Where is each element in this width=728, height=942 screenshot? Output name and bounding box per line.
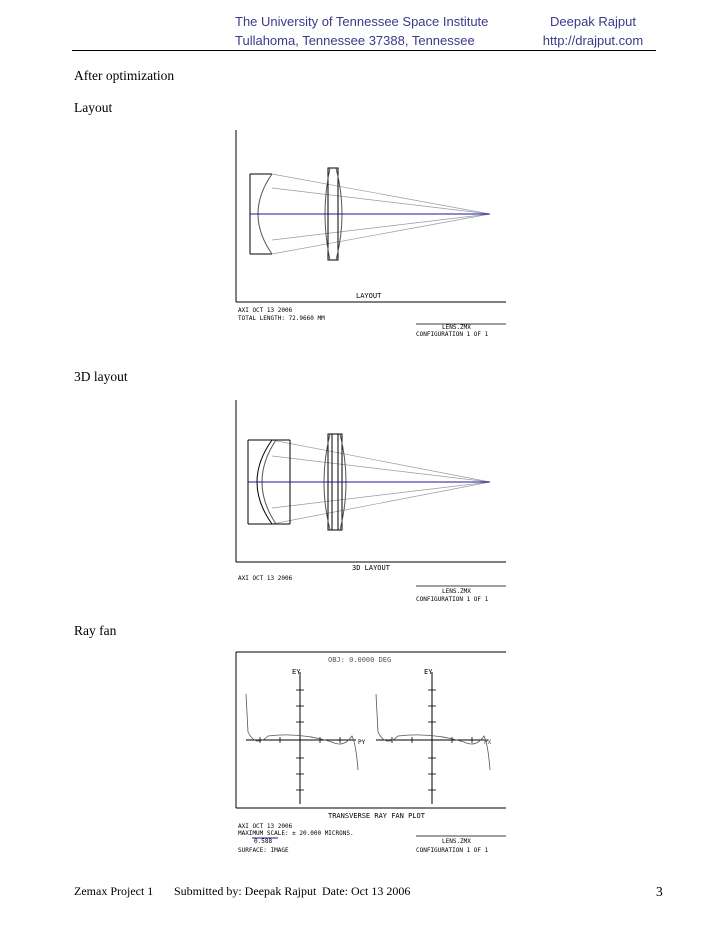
layout-3d-info-line1: AXI OCT 13 2006: [238, 575, 293, 582]
layout-lens-label: LENS.ZMX: [442, 324, 471, 331]
ray-fan-config-label: CONFIGURATION 1 OF 1: [416, 847, 489, 854]
footer-submitted: Submitted by: Deepak Rajput: [174, 884, 317, 898]
ray-fan-right-plot: [376, 668, 492, 804]
layout-info-line1: AXI OCT 13 2006: [238, 307, 293, 314]
heading-after-optimization: After optimization: [74, 68, 175, 83]
ray-fan-left-plot: [246, 668, 366, 804]
header-author-block: [540, 12, 646, 50]
heading-3d-layout: 3D layout: [74, 369, 128, 384]
footer-date: Date: Oct 13 2006: [322, 884, 411, 898]
ray-fan-info-line3: SURFACE: IMAGE: [238, 847, 289, 854]
heading-ray-fan: Ray fan: [74, 623, 117, 638]
layout-title: LAYOUT: [356, 292, 382, 300]
header-address: Tullahoma, Tennessee 37388, Tennessee: [235, 33, 475, 48]
layout-3d-lens-label: LENS.ZMX: [442, 588, 471, 595]
ray-fan-info-line2: MAXIMUM SCALE: ± 20.000 MICRONS.: [238, 830, 354, 837]
header-institution: The University of Tennessee Space Institute: [235, 14, 489, 29]
ray-fan-px-label: PX: [484, 739, 492, 746]
ray-fan-lens-label: LENS.ZMX: [442, 838, 471, 845]
footer-project: Zemax Project 1: [74, 884, 154, 898]
ray-fan-figure: [232, 652, 506, 858]
layout-config-label: CONFIGURATION 1 OF 1: [416, 331, 489, 338]
header-divider: [72, 50, 656, 51]
header-institution-block: [235, 12, 488, 50]
layout-info-line2: TOTAL LENGTH: 72.9660 MM: [238, 315, 325, 322]
header-author: Deepak Rajput: [550, 14, 636, 29]
layout-3d-figure: [232, 400, 506, 608]
layout-3d-title: 3D LAYOUT: [352, 564, 390, 572]
heading-layout: Layout: [74, 100, 113, 115]
ray-fan-py-label: PY: [358, 739, 366, 746]
header-website: http://drajput.com: [542, 33, 644, 48]
layout-figure: [232, 130, 506, 340]
ray-fan-title: TRANSVERSE RAY FAN PLOT: [328, 812, 425, 820]
page-number: 3: [656, 884, 663, 899]
ray-fan-object-label: OBJ: 0.0000 DEG: [328, 656, 392, 664]
ray-fan-ey-left: EY: [292, 668, 301, 676]
ray-fan-wavelength: 0.588: [254, 838, 273, 845]
ray-fan-info-line1: AXI OCT 13 2006: [238, 823, 293, 830]
ray-fan-ey-right: EY: [424, 668, 433, 676]
layout-3d-config-label: CONFIGURATION 1 OF 1: [416, 596, 489, 603]
